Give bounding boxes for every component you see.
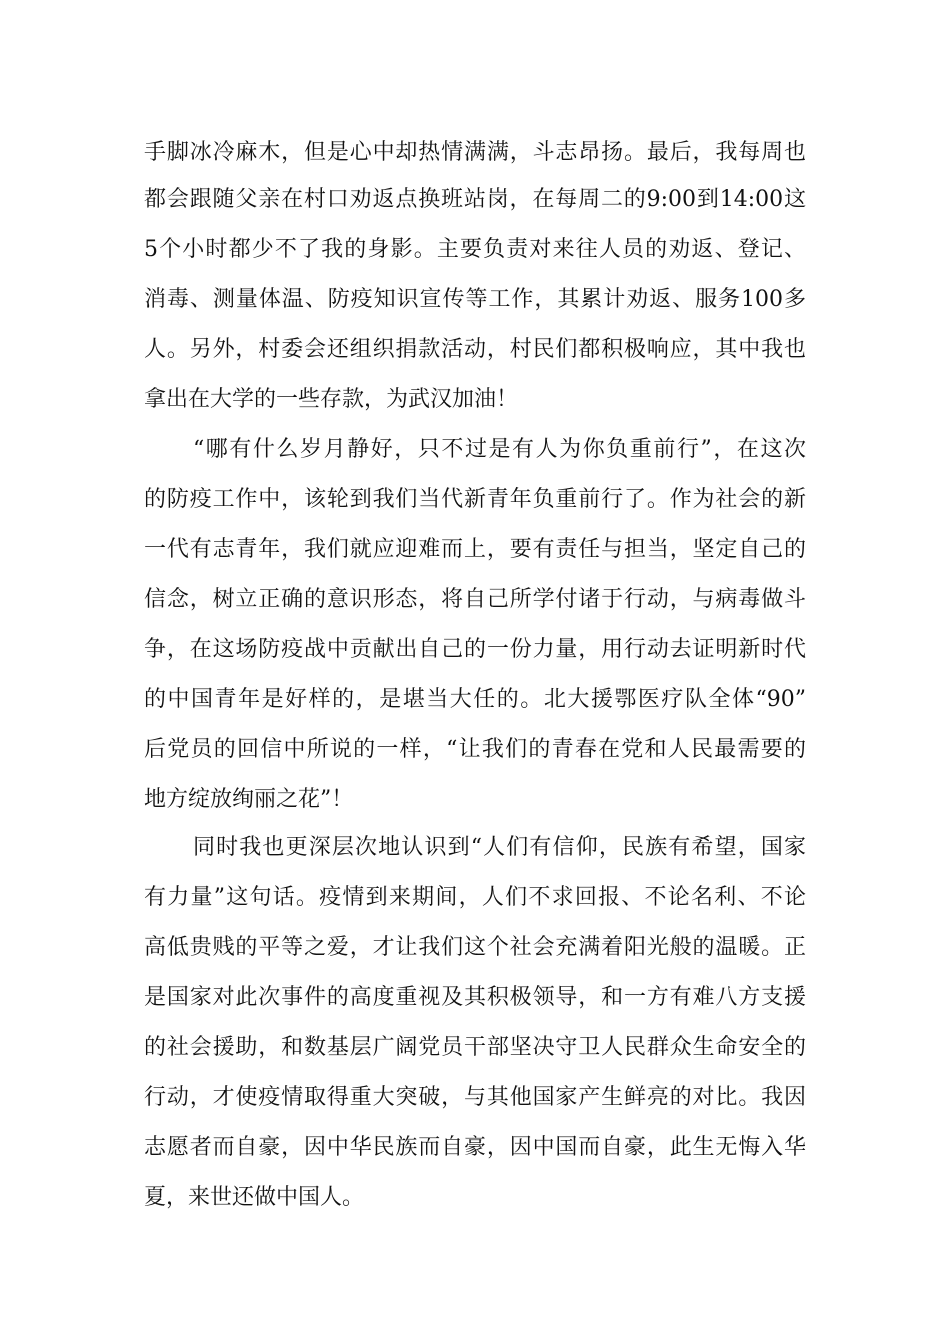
text-line: 行动，才使疫情取得重大突破，与其他国家产生鲜亮的对比。我因 xyxy=(144,1085,806,1110)
text-line: 争，在这场防疫战中贡献出自己的一份力量，用行动去证明新时代 xyxy=(144,637,806,662)
text-line: “哪有什么岁月静好，只不过是有人为你负重前行”，在这次 xyxy=(193,437,806,462)
text-line: 5个小时都少不了我的身影。主要负责对来往人员的劝返、登记、 xyxy=(144,237,806,262)
text-line: 地方绽放绚丽之花”！ xyxy=(144,787,354,812)
text-line: 后党员的回信中所说的一样，“让我们的青春在党和人民最需要的 xyxy=(144,737,806,762)
text-line: 的社会援助，和数基层广阔党员干部坚决守卫人民群众生命安全的 xyxy=(144,1035,806,1060)
text-line: 的防疫工作中，该轮到我们当代新青年负重前行了。作为社会的新 xyxy=(144,487,806,512)
text-line: 志愿者而自豪，因中华民族而自豪，因中国而自豪，此生无悔入华 xyxy=(144,1135,806,1160)
text-line: 手脚冰冷麻木，但是心中却热情满满，斗志昂扬。最后，我每周也 xyxy=(144,140,806,165)
text-line: 都会跟随父亲在村口劝返点换班站岗，在每周二的9:00到14:00这 xyxy=(144,187,806,212)
text-line: 是国家对此次事件的高度重视及其积极领导，和一方有难八方支援 xyxy=(144,985,806,1010)
text-line: 同时我也更深层次地认识到“人们有信仰，民族有希望，国家 xyxy=(193,835,806,860)
text-line: 的中国青年是好样的，是堪当大任的。北大援鄂医疗队全体“90” xyxy=(144,687,806,712)
text-line: 一代有志青年，我们就应迎难而上，要有责任与担当，坚定自己的 xyxy=(144,537,806,562)
text-line: 夏，来世还做中国人。 xyxy=(144,1185,365,1210)
text-line: 拿出在大学的一些存款，为武汉加油！ xyxy=(144,387,519,412)
text-line: 信念，树立正确的意识形态，将自己所学付诸于行动，与病毒做斗 xyxy=(144,587,806,612)
text-line: 有力量”这句话。疫情到来期间，人们不求回报、不论名利、不论 xyxy=(144,885,806,910)
text-line: 高低贵贱的平等之爱，才让我们这个社会充满着阳光般的温暖。正 xyxy=(144,935,806,960)
text-line: 人。另外，村委会还组织捐款活动，村民们都积极响应，其中我也 xyxy=(144,337,806,362)
text-line: 消毒、测量体温、防疫知识宣传等工作，其累计劝返、服务100多 xyxy=(144,287,806,312)
